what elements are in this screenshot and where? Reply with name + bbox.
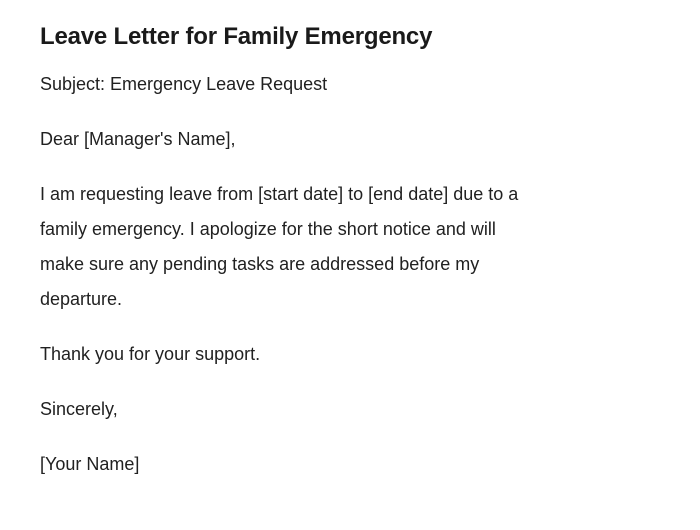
document-title: Leave Letter for Family Emergency bbox=[40, 23, 433, 50]
body-paragraph bbox=[40, 177, 660, 317]
salutation: Dear [Manager's Name], bbox=[40, 129, 236, 149]
closing-thanks: Thank you for your support. bbox=[40, 344, 261, 364]
body-line-2: family emergency. I apologize for the short notice and will bbox=[40, 219, 496, 239]
signoff: Sincerely, bbox=[40, 399, 118, 419]
signature-placeholder: [Your Name] bbox=[40, 454, 140, 474]
body-line-1: I am requesting leave from [start date] to [end date] due to a bbox=[40, 184, 519, 204]
body-line-4: departure. bbox=[40, 289, 123, 309]
body-line-3: make sure any pending tasks are addressed before my bbox=[40, 254, 480, 274]
subject-line: Subject: Emergency Leave Request bbox=[40, 74, 328, 94]
